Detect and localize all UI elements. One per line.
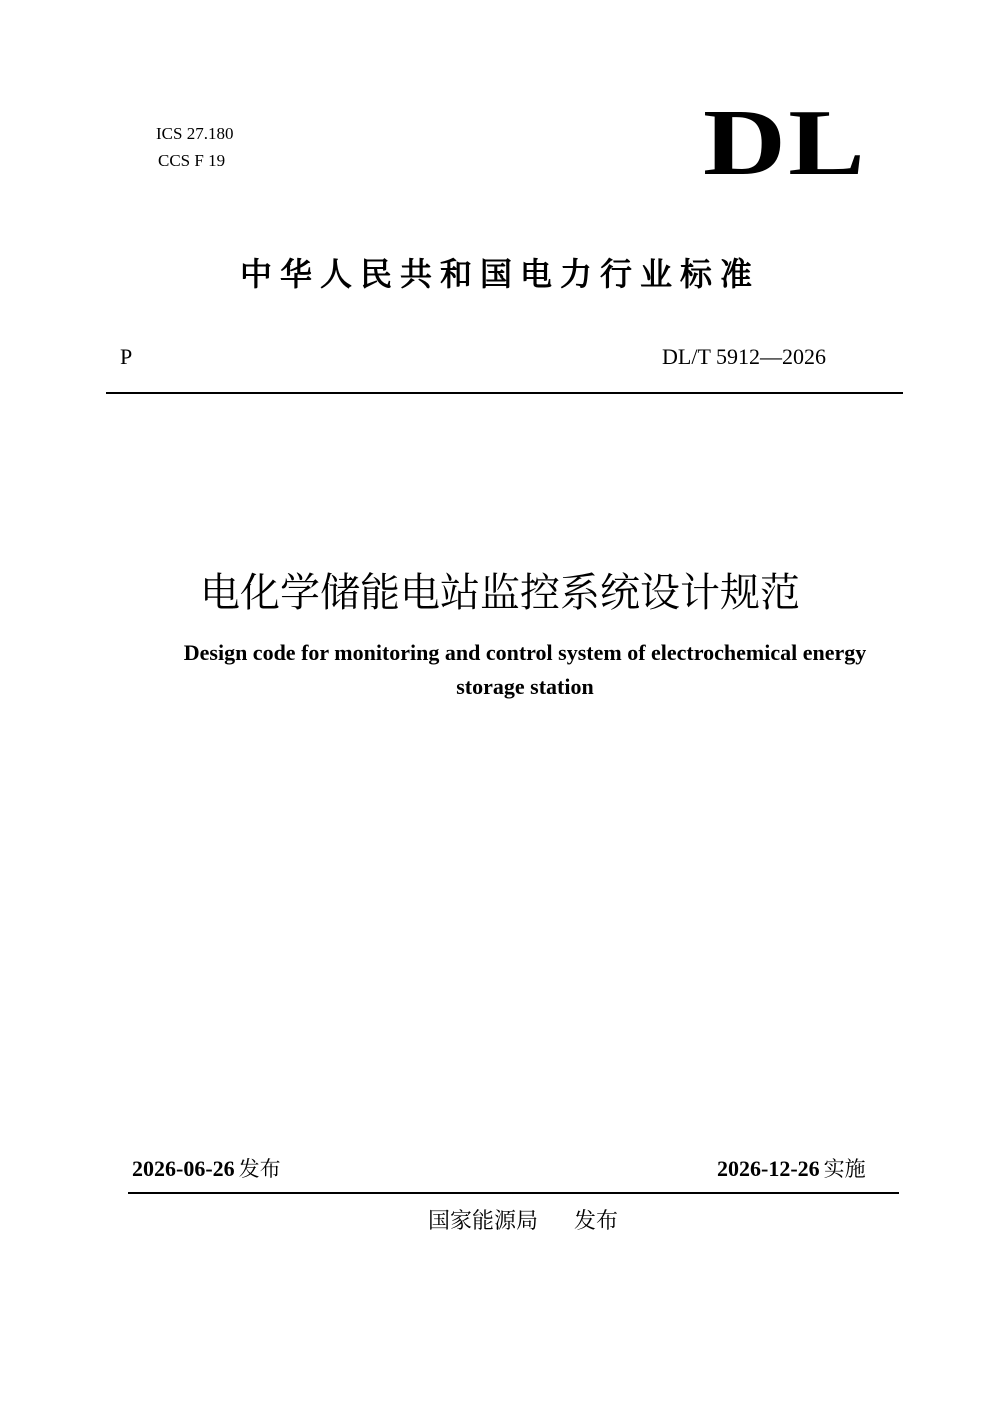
dl-logo: DL — [703, 91, 868, 195]
ccs-code: CCS F 19 — [158, 151, 226, 170]
document-number: DL/T 5912—2026 — [662, 344, 826, 369]
top-divider — [106, 392, 903, 394]
title-chinese: 电化学储能电站监控系统设计规范 — [200, 570, 800, 616]
issue-date-line — [132, 1155, 281, 1183]
category-code: P — [120, 344, 133, 369]
issuer-action: 发布 — [574, 1209, 619, 1234]
implement-date: 2026-12-26 — [717, 1156, 820, 1181]
issue-label: 发布 — [238, 1157, 281, 1181]
bottom-divider — [128, 1192, 899, 1194]
standard-name: 中华人民共和国电力行业标准 — [239, 255, 760, 293]
ics-code: ICS 27.180 — [156, 124, 234, 143]
implement-label: 实施 — [823, 1157, 866, 1181]
issuer-name: 国家能源局 — [428, 1209, 539, 1234]
implement-date-line — [717, 1155, 866, 1183]
title-english: Design code for monitoring and control system of electrochemical energy storage station — [183, 640, 867, 699]
issuer-line — [428, 1207, 618, 1237]
issue-date: 2026-06-26 — [132, 1156, 235, 1181]
